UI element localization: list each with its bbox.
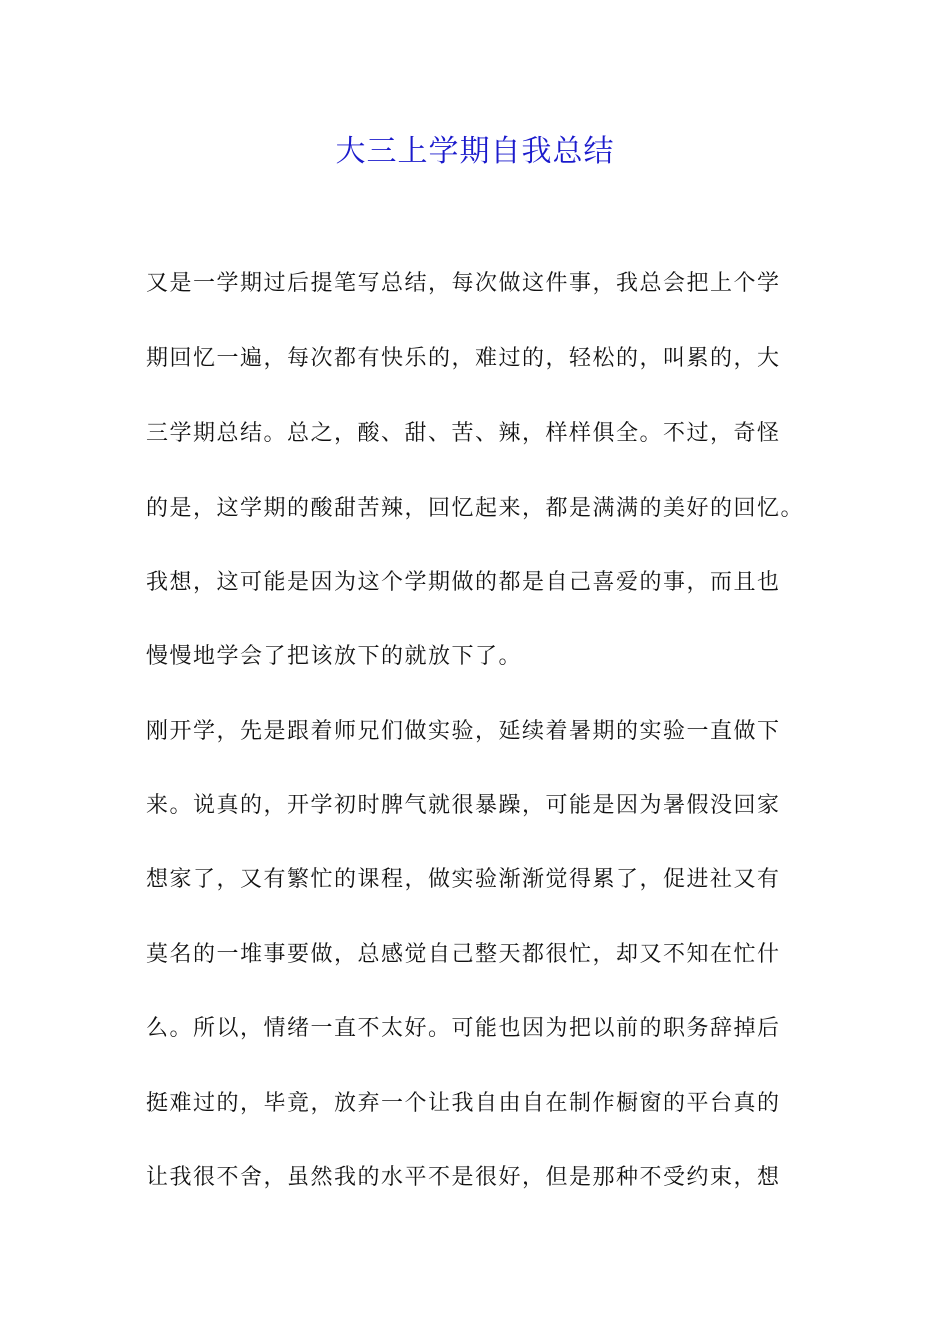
body-line: 挺难过的，毕竟，放弃一个让我自由自在制作橱窗的平台真的 [146, 1091, 781, 1116]
body-line: 的是，这学期的酸甜苦辣，回忆起来，都是满满的美好的回忆。 [146, 496, 805, 521]
body-line: 又是一学期过后提笔写总结，每次做这件事，我总会把上个学 [146, 271, 781, 296]
body-line: 三学期总结。总之，酸、甜、苦、辣，样样俱全。不过，奇怪 [146, 421, 781, 446]
body-line: 莫名的一堆事要做，总感觉自己整天都很忙，却又不知在忙什 [146, 942, 781, 967]
document-title: 大三上学期自我总结 [335, 134, 615, 169]
body-line: 刚开学，先是跟着师兄们做实验，延续着暑期的实验一直做下 [146, 719, 781, 744]
body-line: 慢慢地学会了把该放下的就放下了。 [146, 644, 523, 669]
body-line: 让我很不舍，虽然我的水平不是很好，但是那种不受约束，想 [146, 1165, 781, 1190]
body-line: 想家了，又有繁忙的课程，做实验渐渐觉得累了，促进社又有 [146, 867, 781, 892]
body-line: 么。所以，情绪一直不太好。可能也因为把以前的职务辞掉后 [146, 1016, 781, 1041]
body-line: 来。说真的，开学初时脾气就很暴躁，可能是因为暑假没回家 [146, 793, 781, 818]
body-line: 我想，这可能是因为这个学期做的都是自己喜爱的事，而且也 [146, 570, 781, 595]
body-line: 期回忆一遍，每次都有快乐的，难过的，轻松的，叫累的，大 [146, 346, 781, 371]
